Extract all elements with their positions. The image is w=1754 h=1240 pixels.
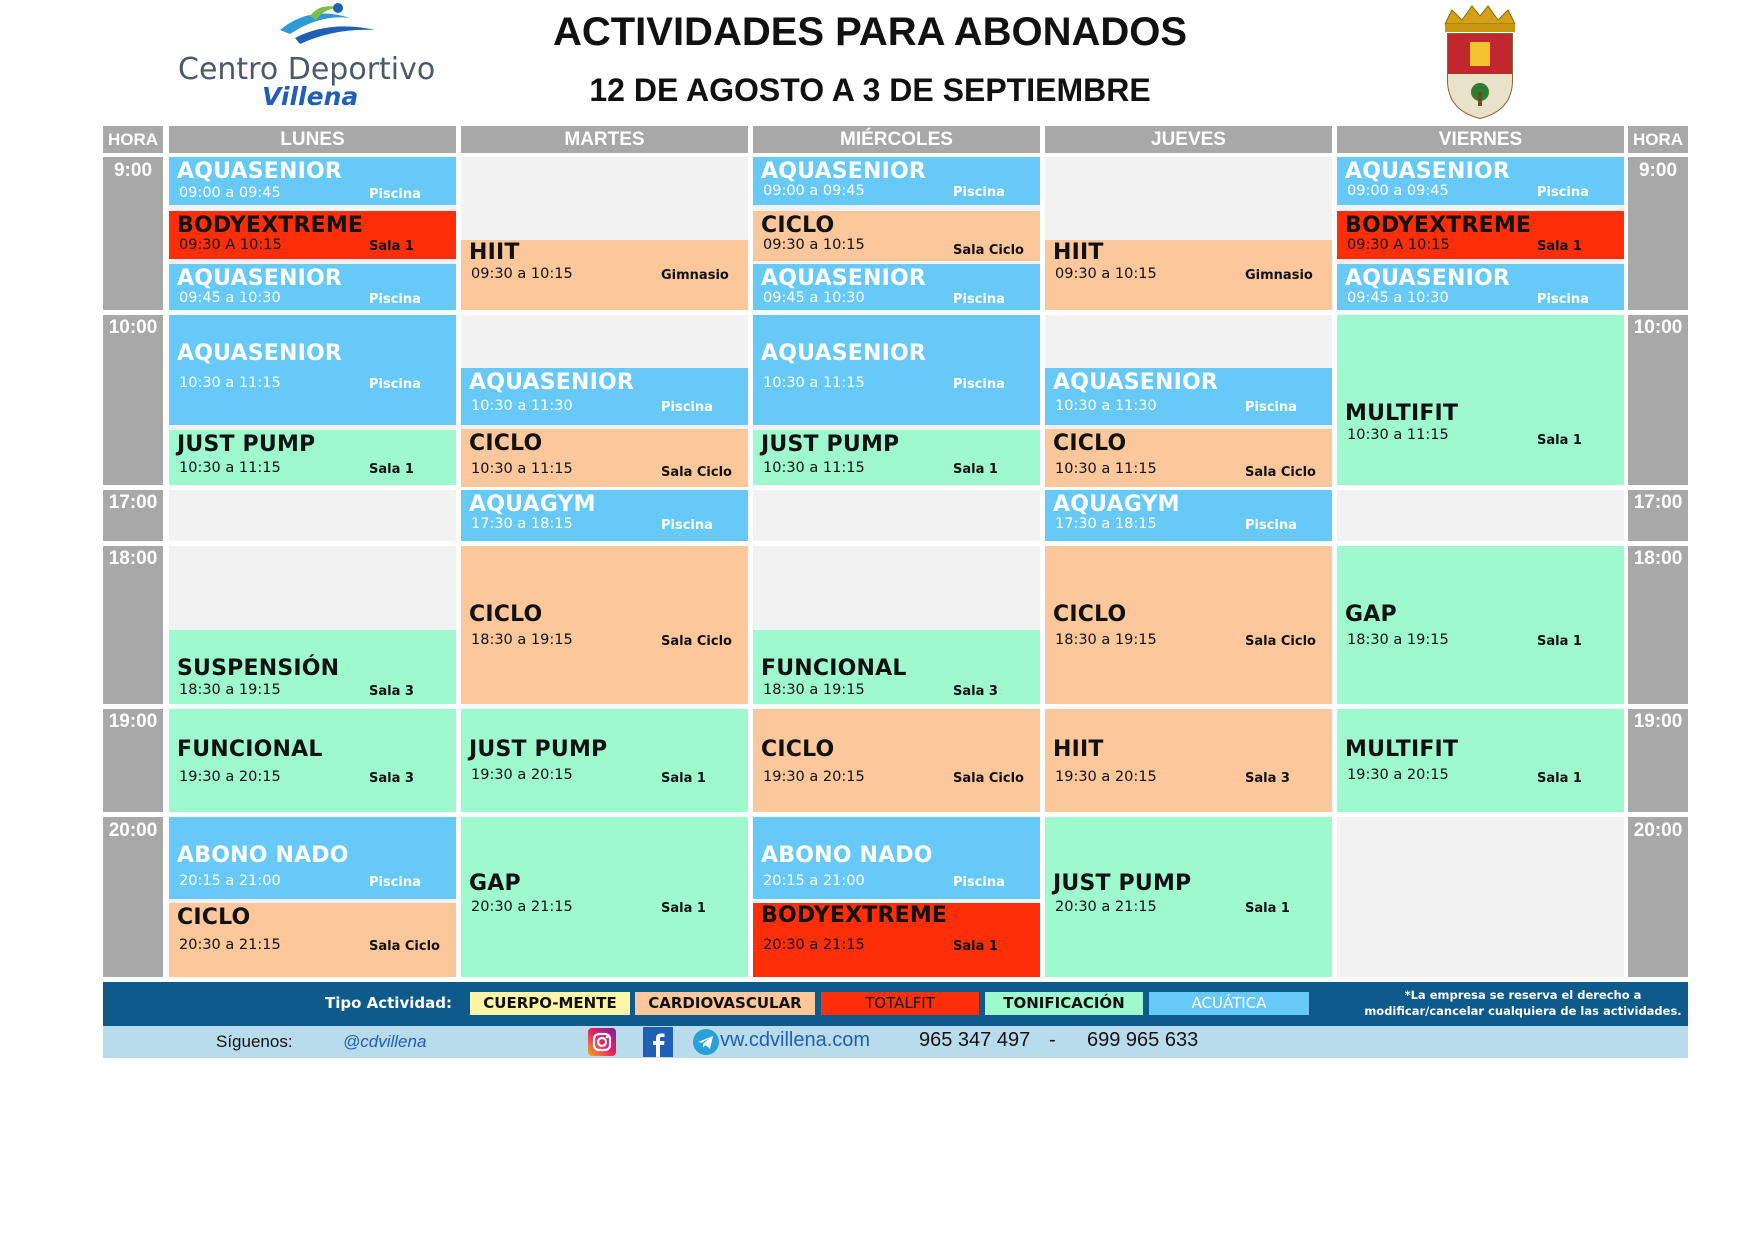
- legend-tonificacion: TONIFICACIÓN: [985, 992, 1143, 1015]
- legend-note-2: modificar/cancelar cualquiera de las actividades.: [1364, 1004, 1682, 1018]
- activity-card-miercoles[interactable]: [753, 315, 1040, 425]
- activity-name: CICLO: [761, 213, 835, 238]
- activity-card-martes[interactable]: [461, 368, 748, 425]
- activity-name: CICLO: [1053, 602, 1127, 627]
- activity-room: Piscina: [661, 518, 713, 533]
- legend-cuerpo-mente: CUERPO-MENTE: [470, 992, 630, 1015]
- activity-card-jueves[interactable]: [1045, 490, 1332, 541]
- activity-room: Sala Ciclo: [953, 243, 1024, 258]
- activity-name: AQUASENIOR: [177, 159, 343, 184]
- day-header-viernes: VIERNES: [1337, 126, 1624, 153]
- activity-card-miercoles[interactable]: [753, 630, 1040, 704]
- activity-room: Sala 1: [1537, 771, 1582, 786]
- activity-name: BODYEXTREME: [177, 213, 364, 238]
- activity-room: Piscina: [1537, 185, 1589, 200]
- activity-time: 19:30 a 20:15: [763, 769, 865, 785]
- activity-room: Sala 1: [1537, 433, 1582, 448]
- activity-room: Sala 3: [1245, 771, 1290, 786]
- activity-time: 10:30 a 11:15: [179, 375, 281, 391]
- activity-name: AQUASENIOR: [469, 370, 635, 395]
- activity-name: AQUASENIOR: [1345, 266, 1511, 291]
- activity-room: Sala Ciclo: [661, 465, 732, 480]
- activity-name: AQUASENIOR: [761, 341, 927, 366]
- activity-card-lunes[interactable]: [169, 709, 456, 812]
- activity-name: AQUASENIOR: [761, 159, 927, 184]
- activity-room: Sala Ciclo: [1245, 465, 1316, 480]
- activity-name: BODYEXTREME: [761, 903, 948, 928]
- activity-time: 20:30 a 21:15: [1055, 899, 1157, 915]
- activity-card-jueves[interactable]: [1045, 546, 1332, 704]
- activity-card-martes[interactable]: [461, 817, 748, 977]
- empty-slot: [1337, 817, 1624, 977]
- facebook-icon[interactable]: [643, 1027, 673, 1057]
- activity-name: CICLO: [1053, 431, 1127, 456]
- page-subtitle: 12 DE AGOSTO A 3 DE SEPTIEMBRE: [589, 72, 1151, 108]
- activity-name: AQUASENIOR: [1345, 159, 1511, 184]
- activity-room: Sala 1: [1537, 634, 1582, 649]
- activity-time: 20:30 a 21:15: [179, 937, 281, 953]
- activity-name: ABONO NADO: [177, 843, 349, 868]
- time-column-right: [1628, 315, 1688, 485]
- activity-room: Piscina: [953, 377, 1005, 392]
- activity-card-martes[interactable]: [461, 490, 748, 541]
- activity-name: BODYEXTREME: [1345, 213, 1532, 238]
- activity-name: JUST PUMP: [469, 737, 608, 762]
- activity-name: FUNCIONAL: [761, 656, 907, 681]
- activity-card-viernes[interactable]: [1337, 157, 1624, 205]
- activity-name: HIIT: [1053, 240, 1104, 265]
- activity-time: 09:30 a 10:15: [1055, 266, 1157, 282]
- hour-label: 17:00: [1633, 492, 1683, 513]
- activity-name: AQUASENIOR: [177, 341, 343, 366]
- hour-label: 19:00: [1633, 711, 1683, 732]
- legend-note-1: *La empresa se reserva el derecho a: [1404, 988, 1642, 1002]
- activity-room: Piscina: [661, 400, 713, 415]
- activity-time: 10:30 a 11:15: [1347, 427, 1449, 443]
- hour-label: 18:00: [108, 548, 158, 569]
- activity-card-viernes[interactable]: [1337, 315, 1624, 485]
- activity-room: Sala 1: [661, 901, 706, 916]
- activity-card-lunes[interactable]: [169, 211, 456, 259]
- hour-label: 10:00: [108, 317, 158, 338]
- activity-time: 10:30 a 11:15: [1055, 461, 1157, 477]
- activity-name: AQUAGYM: [469, 492, 596, 517]
- activity-time: 10:30 a 11:15: [763, 460, 865, 476]
- activity-card-miercoles[interactable]: [753, 264, 1040, 310]
- activity-room: Sala 1: [1537, 239, 1582, 254]
- legend-totalfit: TOTALFIT: [821, 992, 979, 1015]
- activity-room: Sala Ciclo: [369, 939, 440, 954]
- hour-label: 20:00: [108, 820, 158, 841]
- activity-card-jueves[interactable]: [1045, 817, 1332, 977]
- empty-slot: [1337, 490, 1624, 541]
- activity-name: ABONO NADO: [761, 843, 933, 868]
- day-header-jueves: JUEVES: [1045, 126, 1332, 153]
- activity-room: Sala 3: [953, 684, 998, 699]
- legend-bar: [103, 982, 1688, 1026]
- activity-card-martes[interactable]: [461, 546, 748, 704]
- activity-card-miercoles[interactable]: [753, 903, 1040, 977]
- activity-room: Piscina: [369, 377, 421, 392]
- logo: [170, 0, 470, 110]
- empty-slot: [753, 490, 1040, 541]
- activity-room: Sala 1: [369, 462, 414, 477]
- activity-time: 09:45 a 10:30: [179, 290, 281, 306]
- activity-name: CICLO: [761, 737, 835, 762]
- legend-acuatica: ACUÁTICA: [1149, 992, 1309, 1015]
- activity-room: Gimnasio: [661, 268, 729, 283]
- activity-card-lunes[interactable]: [169, 630, 456, 704]
- activity-time: 19:30 a 20:15: [1347, 767, 1449, 783]
- activity-name: CICLO: [177, 905, 251, 930]
- activity-room: Sala 1: [1245, 901, 1290, 916]
- activity-card-lunes[interactable]: [169, 264, 456, 310]
- activity-room: Piscina: [369, 187, 421, 202]
- activity-card-martes[interactable]: [461, 429, 748, 487]
- follow-label: Síguenos:: [216, 1032, 293, 1051]
- activity-time: 20:30 a 21:15: [763, 937, 865, 953]
- activity-time: 18:30 a 19:15: [179, 682, 281, 698]
- activity-name: GAP: [1345, 602, 1397, 627]
- activity-time: 10:30 a 11:30: [471, 398, 573, 414]
- phone-2: 699 965 633: [1087, 1029, 1199, 1051]
- activity-name: AQUASENIOR: [761, 266, 927, 291]
- activity-card-lunes[interactable]: [169, 430, 456, 485]
- activity-card-viernes[interactable]: [1337, 709, 1624, 812]
- hour-header-left: HORA: [103, 126, 163, 153]
- activity-name: JUST PUMP: [1053, 871, 1192, 896]
- activity-card-martes[interactable]: [461, 709, 748, 812]
- activity-card-miercoles[interactable]: [753, 709, 1040, 812]
- activity-time: 19:30 a 20:15: [471, 767, 573, 783]
- activity-card-lunes[interactable]: [169, 903, 456, 977]
- activity-card-jueves[interactable]: [1045, 240, 1332, 310]
- activity-time: 18:30 a 19:15: [1055, 632, 1157, 648]
- activity-room: Gimnasio: [1245, 268, 1313, 283]
- day-header-martes: MARTES: [461, 126, 748, 153]
- phone-1: 965 347 497: [919, 1029, 1031, 1051]
- activity-time: 09:00 a 09:45: [763, 183, 865, 199]
- activity-time: 20:15 a 21:00: [763, 873, 865, 889]
- coat-of-arms-icon: [1430, 2, 1530, 120]
- activity-time: 20:15 a 21:00: [179, 873, 281, 889]
- hour-label: 9:00: [1638, 160, 1678, 181]
- activity-time: 10:30 a 11:15: [763, 375, 865, 391]
- activity-name: AQUASENIOR: [177, 266, 343, 291]
- activity-time: 09:30 a 10:15: [763, 237, 865, 253]
- swimmer-logo-icon: [260, 0, 390, 52]
- time-column-left: [103, 315, 163, 485]
- activity-room: Sala 1: [953, 462, 998, 477]
- activity-card-lunes[interactable]: [169, 817, 456, 899]
- activity-card-jueves[interactable]: [1045, 429, 1332, 487]
- phone-separator: -: [1049, 1029, 1056, 1051]
- activity-card-miercoles[interactable]: [753, 817, 1040, 899]
- activity-time: 19:30 a 20:15: [179, 769, 281, 785]
- activity-card-jueves[interactable]: [1045, 368, 1332, 425]
- activity-card-martes[interactable]: [461, 240, 748, 310]
- telegram-icon[interactable]: [693, 1029, 719, 1055]
- activity-card-viernes[interactable]: [1337, 546, 1624, 704]
- logo-line2: Villena: [262, 82, 359, 111]
- activity-room: Piscina: [1245, 518, 1297, 533]
- activity-time: 09:45 a 10:30: [763, 290, 865, 306]
- activity-name: AQUASENIOR: [1053, 370, 1219, 395]
- activity-name: SUSPENSIÓN: [177, 656, 340, 681]
- footer-bar: [103, 1026, 1688, 1058]
- activity-room: Sala 1: [953, 939, 998, 954]
- activity-time: 09:45 a 10:30: [1347, 290, 1449, 306]
- activity-room: Sala 1: [369, 239, 414, 254]
- activity-card-lunes[interactable]: [169, 157, 456, 205]
- activity-time: 18:30 a 19:15: [1347, 632, 1449, 648]
- activity-time: 10:30 a 11:30: [1055, 398, 1157, 414]
- activity-time: 18:30 a 19:15: [471, 632, 573, 648]
- activity-room: Piscina: [369, 875, 421, 890]
- website-link[interactable]: vw.cdvillena.com: [720, 1029, 871, 1051]
- hour-label: 17:00: [108, 492, 158, 513]
- hour-label: 20:00: [1633, 820, 1683, 841]
- activity-room: Sala Ciclo: [661, 634, 732, 649]
- social-handle-link[interactable]: @cdvillena: [343, 1032, 427, 1051]
- day-header-lunes: LUNES: [169, 126, 456, 153]
- activity-name: MULTIFIT: [1345, 737, 1459, 762]
- activity-room: Sala 3: [369, 684, 414, 699]
- hour-label: 19:00: [108, 711, 158, 732]
- activity-time: 09:30 A 10:15: [1347, 237, 1450, 253]
- activity-card-jueves[interactable]: [1045, 709, 1332, 812]
- activity-card-miercoles[interactable]: [753, 211, 1040, 261]
- activity-name: CICLO: [469, 431, 543, 456]
- activity-time: 09:30 A 10:15: [179, 237, 282, 253]
- instagram-icon[interactable]: [588, 1028, 616, 1056]
- activity-card-lunes[interactable]: [169, 315, 456, 425]
- hour-label: 10:00: [1633, 317, 1683, 338]
- activity-time: 19:30 a 20:15: [1055, 769, 1157, 785]
- activity-name: HIIT: [1053, 737, 1104, 762]
- legend-cardiovascular: CARDIOVASCULAR: [635, 992, 815, 1015]
- activity-room: Sala Ciclo: [1245, 634, 1316, 649]
- activity-room: Piscina: [1245, 400, 1297, 415]
- activity-time: 09:00 a 09:45: [179, 185, 281, 201]
- activity-time: 09:30 a 10:15: [471, 266, 573, 282]
- activity-room: Piscina: [953, 185, 1005, 200]
- activity-room: Sala Ciclo: [953, 771, 1024, 786]
- hour-label: 9:00: [113, 160, 153, 181]
- activity-time: 17:30 a 18:15: [1055, 516, 1157, 532]
- hour-header-right: HORA: [1628, 126, 1688, 153]
- day-header-miercoles: MIÉRCOLES: [753, 126, 1040, 153]
- activity-card-viernes[interactable]: [1337, 211, 1624, 259]
- activity-name: JUST PUMP: [761, 432, 900, 457]
- activity-name: CICLO: [469, 602, 543, 627]
- activity-name: MULTIFIT: [1345, 401, 1459, 426]
- activity-time: 18:30 a 19:15: [763, 682, 865, 698]
- activity-room: Piscina: [953, 875, 1005, 890]
- activity-card-miercoles[interactable]: [753, 157, 1040, 205]
- activity-name: JUST PUMP: [177, 432, 316, 457]
- activity-room: Piscina: [369, 292, 421, 307]
- activity-card-miercoles[interactable]: [753, 430, 1040, 485]
- activity-name: HIIT: [469, 240, 520, 265]
- activity-time: 20:30 a 21:15: [471, 899, 573, 915]
- activity-name: FUNCIONAL: [177, 737, 323, 762]
- hour-label: 18:00: [1633, 548, 1683, 569]
- page-title: ACTIVIDADES PARA ABONADOS: [552, 10, 1188, 54]
- activity-time: 09:00 a 09:45: [1347, 183, 1449, 199]
- activity-room: Sala 1: [661, 771, 706, 786]
- activity-room: Piscina: [953, 292, 1005, 307]
- activity-room: Sala 3: [369, 771, 414, 786]
- activity-name: GAP: [469, 871, 521, 896]
- activity-time: 10:30 a 11:15: [471, 461, 573, 477]
- logo-line1: Centro Deportivo: [178, 52, 436, 87]
- activity-name: AQUAGYM: [1053, 492, 1180, 517]
- legend-label: Tipo Actividad:: [325, 994, 452, 1012]
- activity-time: 10:30 a 11:15: [179, 460, 281, 476]
- empty-slot: [169, 490, 456, 541]
- activity-room: Piscina: [1537, 292, 1589, 307]
- activity-time: 17:30 a 18:15: [471, 516, 573, 532]
- activity-card-viernes[interactable]: [1337, 264, 1624, 310]
